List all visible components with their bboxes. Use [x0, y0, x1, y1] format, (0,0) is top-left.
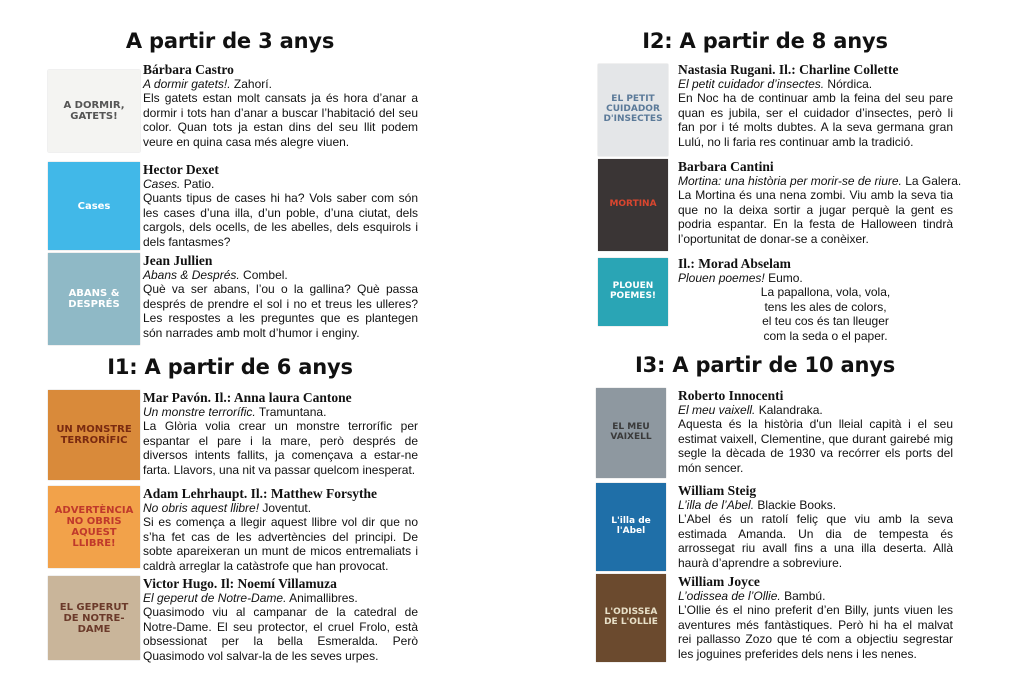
poem-line: La papallona, vola, vola, — [760, 285, 891, 300]
book-text — [143, 162, 418, 249]
book-title: El petit cuidador d’insectes. — [678, 77, 825, 91]
book-publisher: La Galera. — [901, 174, 962, 188]
book-title: A dormir gatets!. — [143, 77, 231, 91]
book-author: Mar Pavón. Il.: Anna laura Cantone — [143, 390, 352, 405]
section-heading: A partir de 3 anys — [125, 29, 335, 53]
book-cover-image — [48, 253, 140, 345]
cover-lettering: MORTINA — [609, 199, 657, 210]
book-poem — [678, 285, 953, 343]
book-author: William Joyce — [678, 574, 760, 589]
book-publisher: Joventut. — [259, 501, 312, 515]
book-author: Roberto Innocenti — [678, 388, 784, 403]
book-description: Quasimodo viu al campanar de la catedral de Notre-Dame. El seu protector, el cruel Frolo, està obsessionat per la bella Esmeralda. Però Quasimodo vol salvar-la de les seves urpes. — [143, 605, 418, 663]
book-description: Què va ser abans, l’ou o la gallina? Què passa després de prendre el sol i no et treus les ulleres? Les respostes a les preguntes que es plantegen són narrades amb molt d’humor i enginy. — [143, 282, 418, 340]
book-author: Barbara Cantini — [678, 159, 774, 174]
book-text — [143, 390, 418, 477]
book-title: El geperut de Notre-Dame. — [143, 591, 287, 605]
book-cover-image — [598, 159, 668, 251]
book-publisher: Zahorí. — [230, 77, 272, 91]
cover-lettering: ADVERTÈNCIA NO OBRIS AQUEST LLIBRE! — [54, 505, 134, 549]
book-text — [143, 576, 418, 663]
book-publisher: Combel. — [239, 268, 288, 282]
book-cover-image — [598, 64, 668, 156]
cover-lettering: A DORMIR, GATETS! — [63, 100, 125, 122]
book-title: Plouen poemes! — [678, 271, 765, 285]
book-publisher: Nórdica. — [824, 77, 873, 91]
book-title-line — [143, 405, 418, 419]
book-title-line — [143, 177, 418, 191]
book-description: L’Ollie és el nino preferit d’en Billy, junts viuen les aventures més fantàstiques. Però hi ha el malvat rei pallasso Zozo que té com a objectiu segrestar les joguines preferides dels nens i les nenes. — [678, 603, 953, 661]
book-title: Abans & Després. — [143, 268, 240, 282]
book-title: Un monstre terrorífic. — [143, 405, 256, 419]
book-text — [143, 486, 418, 573]
section-heading: I1: A partir de 6 anys — [107, 355, 353, 379]
book-title: Cases. — [143, 177, 181, 191]
book-text — [143, 253, 418, 340]
cover-lettering: Cases — [77, 200, 111, 212]
book-author: Il.: Morad Abselam — [678, 256, 791, 271]
book-cover-image — [48, 576, 140, 660]
book-author: William Steig — [678, 483, 757, 498]
book-author: Jean Jullien — [143, 253, 213, 268]
book-cover-image — [48, 390, 140, 480]
cover-lettering: EL GEPERUT DE NOTRE-DAME — [59, 601, 129, 635]
book-author: Adam Lehrhaupt. Il.: Matthew Forsythe — [143, 486, 377, 501]
book-text — [678, 574, 953, 661]
cover-lettering: EL MEU VAIXELL — [610, 422, 652, 442]
book-text — [678, 256, 953, 343]
book-author: Nastasia Rugani. Il.: Charline Collette — [678, 62, 899, 77]
book-description: La Glòria volia crear un monstre terrorífic per espantar el pare i la mare, però després de diversos intents fallits, ja començava a estar-ne farta. Llavors, una nit va passar quelcom inesperat. — [143, 419, 418, 477]
book-author: Victor Hugo. Il: Noemí Villamuza — [143, 576, 337, 591]
book-publisher: Kalandraka. — [755, 403, 823, 417]
book-title: No obris aquest llibre! — [143, 501, 260, 515]
cover-lettering: PLOUEN POEMES! — [609, 281, 657, 301]
book-cover-image — [48, 70, 140, 152]
book-title-line — [143, 501, 418, 515]
cover-lettering: EL PETIT CUIDADOR D'INSECTES — [603, 94, 663, 124]
book-cover-image — [596, 574, 666, 662]
book-title-line — [678, 77, 953, 91]
book-author: Hector Dexet — [143, 162, 219, 177]
poem-line: tens les ales de colors, — [764, 299, 887, 314]
cover-lettering: L'ODISSEA DE L'OLLIE — [604, 607, 658, 627]
book-title-line — [143, 268, 418, 282]
book-text — [678, 159, 962, 246]
cover-lettering: UN MONSTRE TERRORÍFIC — [56, 424, 132, 446]
book-title-line — [678, 174, 962, 188]
book-description: La Mortina és una nena zombi. Viu amb la seva tia que no la deixa sortir a jugar perquè la gent es podria espantar. En la festa de Halloween tindrà l’oportunitat de donar-se a conèixer. — [678, 188, 953, 246]
poem-line: el teu cos és tan lleuger — [762, 314, 889, 329]
book-description: Si es comença a llegir aquest llibre vol dir que no s’ha fet cas de les advertències del principi. De sobte apareixeran un munt de micos entremaliats i caldrà arreglar la catàstrofe que han provocat. — [143, 515, 418, 573]
section-heading: I2: A partir de 8 anys — [642, 29, 888, 53]
book-text — [143, 62, 418, 149]
book-description: Aquesta és la història d'un lleial capità i el seu estimat vaixell, Clementine, que durant gairebé mig segle la dècada de 1930 va recórrer els ports del món sencer. — [678, 417, 953, 475]
book-description: L’Abel és un ratolí feliç que viu amb la seva estimada Amanda. Un dia de tempesta és arrossegat riu avall fins a una illa deserta. Allà haurà d’aprendre a sobreviure. — [678, 512, 953, 570]
book-text — [678, 388, 953, 475]
book-title-line — [143, 77, 418, 91]
poem-line: com la seda o el paper. — [763, 328, 888, 343]
book-title: L’illa de l’Abel. — [678, 498, 755, 512]
book-title-line — [678, 589, 953, 603]
book-title-line — [678, 271, 953, 285]
book-description: Els gatets estan molt cansats ja és hora d’anar a dormir i tots han d’anar a buscar l’habitació del seu color. Quan tots ja estan dins del seu llit podem veure en quina casa més alegre viuen. — [143, 91, 418, 149]
book-title-line — [678, 498, 953, 512]
book-publisher: Tramuntana. — [255, 405, 327, 419]
book-title: Mortina: una història per morir-se de riure. — [678, 174, 902, 188]
section-heading: I3: A partir de 10 anys — [635, 353, 895, 377]
book-title: L’odissea de l’Ollie. — [678, 589, 781, 603]
book-text — [678, 483, 953, 570]
book-description: Quants tipus de cases hi ha? Vols saber com són les cases d’una illa, d’un poble, d’una ciutat, dels cargols, dels ocells, de les abelles, dels esquirols i dels fantasmes? — [143, 191, 418, 249]
book-cover-image — [596, 388, 666, 478]
book-publisher: Animallibres. — [286, 591, 358, 605]
book-description: En Noc ha de continuar amb la feina del seu pare quan es jubila, ser el cuidador d’insectes, però li fan por i té molts dubtes. A la seva germana gran Lulú, no li faria res continuar amb la tradició. — [678, 91, 953, 149]
book-cover-image — [596, 483, 666, 571]
book-publisher: Bambú. — [780, 589, 826, 603]
book-cover-image — [48, 486, 140, 568]
book-cover-image — [598, 258, 668, 326]
book-title-line — [678, 403, 953, 417]
book-author: Bárbara Castro — [143, 62, 234, 77]
book-publisher: Eumo. — [764, 271, 803, 285]
book-publisher: Blackie Books. — [754, 498, 837, 512]
book-publisher: Patio. — [180, 177, 215, 191]
cover-lettering: L'illa de l'Abel — [611, 516, 651, 536]
book-text — [678, 62, 953, 149]
book-title: El meu vaixell. — [678, 403, 756, 417]
book-title-line — [143, 591, 418, 605]
cover-lettering: ABANS & DESPRÉS — [68, 288, 120, 310]
book-cover-image — [48, 162, 140, 250]
